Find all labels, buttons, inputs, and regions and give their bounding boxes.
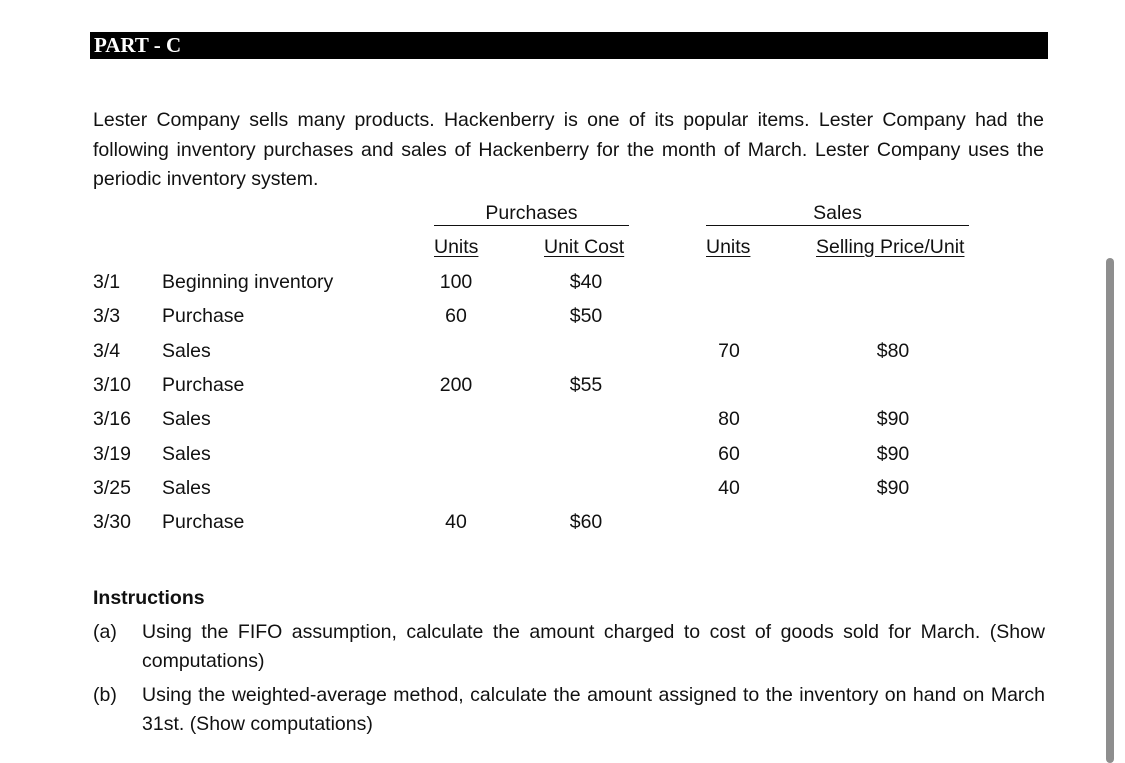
selling-price-header: Selling Price/Unit (816, 236, 965, 258)
instruction-text: Using the weighted-average method, calculate the amount assigned to the inventory on hand on March 31st. (Show computations) (142, 684, 1045, 735)
sales-group-header: Sales (706, 201, 969, 226)
purchases-group-header: Purchases (434, 201, 629, 226)
instruction-item-b (93, 681, 1045, 739)
table-row (0, 339, 1125, 363)
row-date: 3/10 (93, 374, 131, 396)
row-description: Sales (162, 340, 211, 362)
instruction-item-a (93, 618, 1045, 676)
row-description: Sales (162, 477, 211, 499)
row-date: 3/3 (93, 305, 121, 327)
row-sales-units: 70 (718, 340, 740, 362)
row-sales-units: 80 (718, 408, 740, 430)
row-sales-units: 60 (718, 443, 740, 465)
row-description: Beginning inventory (162, 271, 334, 293)
section-header: PART - C (90, 32, 1048, 59)
row-purchase-units: 100 (439, 271, 473, 293)
purchase-units-header: Units (434, 236, 479, 258)
row-date: 3/4 (93, 340, 121, 362)
instructions-heading: Instructions (93, 587, 205, 609)
row-purchase-units: 40 (445, 511, 467, 533)
sales-units-header: Units (706, 236, 751, 258)
row-date: 3/19 (93, 443, 131, 465)
row-sales-units: 40 (718, 477, 740, 499)
row-purchase-units: 60 (445, 305, 467, 327)
row-description: Purchase (162, 305, 245, 327)
instruction-label: (b) (93, 684, 117, 706)
row-sales-price: $90 (876, 477, 910, 499)
row-purchase-cost: $50 (569, 305, 603, 327)
intro-paragraph (93, 106, 1044, 195)
row-purchase-cost: $40 (569, 271, 603, 293)
row-date: 3/30 (93, 511, 131, 533)
row-description: Purchase (162, 511, 245, 533)
row-sales-price: $90 (876, 408, 910, 430)
row-purchase-cost: $60 (569, 511, 603, 533)
row-description: Purchase (162, 374, 245, 396)
row-purchase-cost: $55 (569, 374, 603, 396)
intro-line-2: the following inventory purchases and sales of Hackenberry for the month of March. Lester Company (93, 109, 1044, 161)
instruction-text: Using the FIFO assumption, calculate the amount charged to cost of goods sold for March. (Show computations) (142, 621, 1045, 672)
table-row (0, 373, 1125, 397)
instruction-label: (a) (93, 621, 117, 643)
row-date: 3/16 (93, 408, 131, 430)
vertical-scrollbar[interactable] (1106, 258, 1114, 763)
table-row (0, 270, 1125, 294)
table-row (0, 304, 1125, 328)
row-sales-price: $90 (876, 443, 910, 465)
row-sales-price: $80 (876, 340, 910, 362)
table-row (0, 442, 1125, 466)
row-description: Sales (162, 408, 211, 430)
purchase-unit-cost-header: Unit Cost (544, 236, 625, 258)
intro-line-3: uses the periodic inventory system. (93, 138, 1044, 190)
intro-line-1: Lester Company sells many products. Hackenberry is one of its popular items. Lester Company had (93, 109, 1008, 131)
table-row (0, 476, 1125, 500)
row-purchase-units: 200 (439, 374, 473, 396)
table-row (0, 510, 1125, 534)
table-row (0, 407, 1125, 431)
row-description: Sales (162, 443, 211, 465)
row-date: 3/25 (93, 477, 131, 499)
row-date: 3/1 (93, 271, 121, 293)
